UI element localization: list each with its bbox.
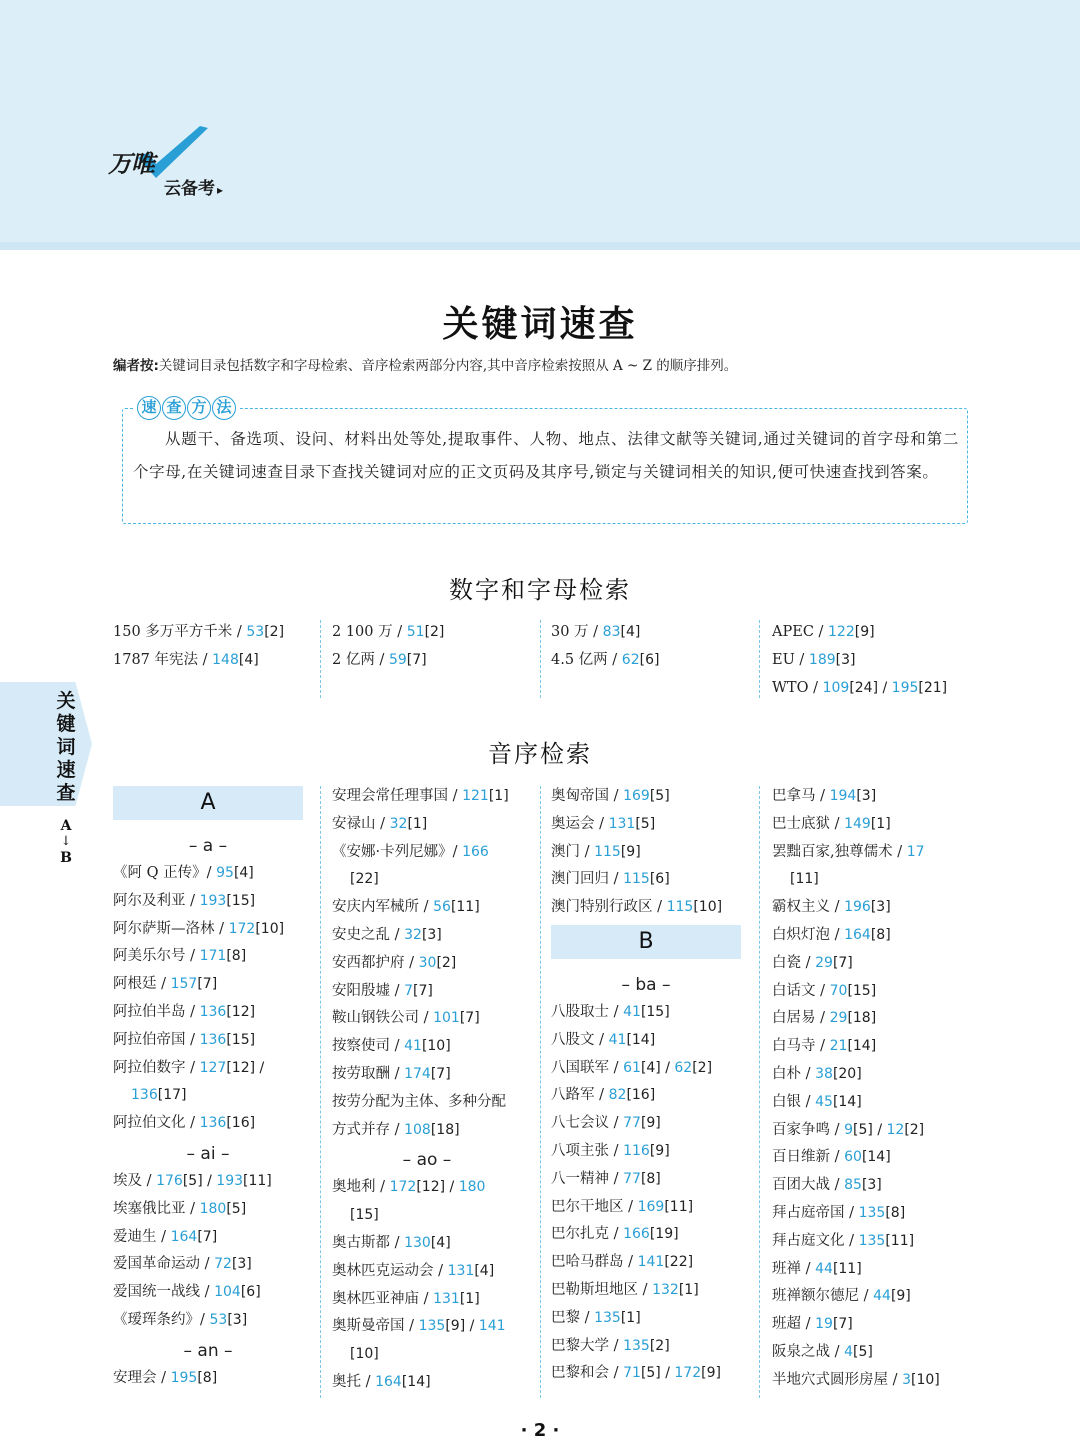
index-entry: 安庆内军械所 / 56[11]: [332, 899, 480, 916]
index-entry: 白话文 / 70[15]: [772, 982, 877, 999]
index-entry: 按劳分配为主体、多种分配: [332, 1093, 506, 1110]
index-entry: 按察使司 / 41[10]: [332, 1038, 451, 1055]
index-entry: 2 100 万 / 51[2]: [332, 624, 445, 640]
index-entry: 方式并存 / 108[18]: [332, 1121, 460, 1138]
index-entry: 奥地利 / 172[12] / 180: [332, 1179, 486, 1196]
index-entry: 班超 / 19[7]: [772, 1316, 853, 1333]
column-divider: [540, 620, 541, 698]
index-entry: 巴尔干地区 / 169[11]: [551, 1198, 694, 1215]
index-entry: 拜占庭帝国 / 135[8]: [772, 1205, 906, 1221]
index-entry: 鞍山钢铁公司 / 101[7]: [332, 1010, 480, 1027]
letter-heading: A: [113, 786, 303, 820]
index-entry: 白居易 / 29[18]: [772, 1010, 877, 1027]
index-entry: 埃及 / 176[5] / 193[11]: [113, 1173, 272, 1189]
index-entry: 阿拉伯帝国 / 136[15]: [113, 1031, 256, 1048]
index-entry: 奥林匹克运动会 / 131[4]: [332, 1262, 495, 1279]
index-entry: 罢黜百家,独尊儒术 / 17: [772, 843, 925, 860]
index-entry: 百家争鸣 / 9[5] / 12[2]: [772, 1121, 925, 1138]
index-entry: 巴士底狱 / 149[1]: [772, 815, 891, 832]
index-entry: 澳门特别行政区 / 115[10]: [551, 899, 723, 916]
index-entry: 安禄山 / 32[1]: [332, 815, 428, 832]
syllable-heading: – ai –: [186, 1144, 230, 1164]
index-entry: 澳门回归 / 115[6]: [551, 871, 670, 888]
index-entry: 八国联军 / 61[4] / 62[2]: [551, 1059, 713, 1076]
index-entry: 八股文 / 41[14]: [551, 1031, 656, 1048]
section-title-phonetic: 音序检索: [488, 740, 592, 768]
index-entry: 奥匈帝国 / 169[5]: [551, 788, 670, 804]
logo-sub-text: 云备考 ▸: [164, 179, 224, 199]
index-entry: 埃塞俄比亚 / 180[5]: [113, 1200, 247, 1217]
index-entry: 安理会 / 195[8]: [113, 1369, 218, 1386]
index-entry: 百日维新 / 60[14]: [772, 1149, 891, 1166]
letter-heading: B: [551, 925, 741, 959]
index-entry: 1787 年宪法 / 148[4]: [113, 652, 259, 668]
index-entry: 奥林匹亚神庙 / 131[1]: [332, 1290, 480, 1307]
index-entry: 白炽灯泡 / 164[8]: [772, 927, 891, 943]
side-tab-char: 速: [56, 759, 76, 781]
index-entry: 白银 / 45[14]: [772, 1093, 862, 1110]
editor-note-text: 关键词目录包括数字和字母检索、音序检索两部分内容,其中音序检索按照从 A ~ Z 的顺序排列。: [158, 358, 738, 374]
index-entry: 2 亿两 / 59[7]: [332, 652, 427, 668]
index-entry: 巴拿马 / 194[3]: [772, 788, 877, 804]
index-entry: 白朴 / 38[20]: [772, 1066, 862, 1082]
index-entry: 阿拉伯半岛 / 136[12]: [113, 1004, 256, 1020]
index-entry: 《瑷珲条约》/ 53[3]: [113, 1312, 248, 1328]
index-entry: 八七会议 / 77[9]: [551, 1115, 661, 1132]
index-entry: 八一精神 / 77[8]: [551, 1170, 661, 1187]
syllable-heading: – a –: [188, 836, 228, 856]
logo-main-text: 万唯: [108, 150, 154, 178]
index-entry: APEC / 122[9]: [772, 624, 875, 640]
editor-note: [113, 354, 737, 374]
index-entry: 150 多万平方千米 / 53[2]: [113, 624, 285, 640]
index-entry: 八项主张 / 116[9]: [551, 1143, 670, 1159]
editor-note-label: 编者按:: [113, 358, 159, 374]
index-entry: 巴黎 / 135[1]: [551, 1309, 641, 1326]
syllable-heading: – ba –: [621, 975, 671, 995]
side-tab-char: 关: [56, 690, 76, 712]
index-entry: 班禅 / 44[11]: [772, 1260, 862, 1277]
index-entry: 阿美乐尔号 / 171[8]: [113, 948, 247, 965]
index-entry: [22]: [350, 871, 379, 888]
page-number: · 2 ·: [520, 1420, 560, 1441]
index-entry: 爱国统一战线 / 104[6]: [113, 1284, 261, 1301]
column-divider: [320, 620, 321, 698]
quick-method-text: 从题干、备选项、设问、材料出处等处,提取事件、人物、地点、法律文献等关键词,通过关键词的首字母和第二个字母,在关键词速查目录下查找关键词对应的正文页码及其序号,锁定与关键词相关的知识,便可快速查找到答案。: [133, 430, 959, 481]
index-entry: 爱迪生 / 164[7]: [113, 1228, 218, 1245]
index-entry: 巴黎和会 / 71[5] / 172[9]: [551, 1365, 721, 1382]
index-entry: 爱国革命运动 / 72[3]: [113, 1256, 252, 1273]
method-title-char: 速: [137, 396, 161, 420]
index-entry: 30 万 / 83[4]: [551, 624, 641, 640]
down-arrow-icon: ↓: [60, 834, 72, 849]
index-entry: 百团大战 / 85[3]: [772, 1177, 882, 1194]
index-entry: 巴勒斯坦地区 / 132[1]: [551, 1282, 699, 1298]
side-tab-char: 查: [56, 782, 76, 804]
syllable-heading: – an –: [183, 1340, 233, 1361]
index-entry: 霸权主义 / 196[3]: [772, 899, 891, 916]
index-entry: 半地穴式圆形房屋 / 3[10]: [772, 1371, 940, 1388]
index-entry: 奥运会 / 131[5]: [551, 815, 656, 832]
brand-logo: [106, 124, 246, 204]
index-entry: 安理会常任理事国 / 121[1]: [332, 788, 509, 804]
index-entry: 按劳取酬 / 174[7]: [332, 1066, 451, 1082]
index-entry: 4.5 亿两 / 62[6]: [551, 652, 660, 668]
index-entry: 拜占庭文化 / 135[11]: [772, 1232, 915, 1249]
index-entry: 安阳殷墟 / 7[7]: [332, 982, 433, 999]
index-entry: 奥古斯都 / 130[4]: [332, 1235, 451, 1251]
index-entry: 巴哈马群岛 / 141[22]: [551, 1254, 694, 1271]
index-entry: 阿尔及利亚 / 193[15]: [113, 892, 256, 909]
index-entry: 奥托 / 164[14]: [332, 1374, 431, 1390]
index-entry: 《安娜·卡列尼娜》/ 166: [332, 843, 489, 860]
index-entry: [11]: [790, 871, 819, 888]
index-entry: 阿根廷 / 157[7]: [113, 976, 218, 993]
index-entry: 阿拉伯文化 / 136[16]: [113, 1115, 256, 1132]
index-entry: 阿拉伯数字 / 127[12] /: [113, 1059, 265, 1076]
index-entry: 八股取士 / 41[15]: [551, 1004, 670, 1020]
index-entry: 巴黎大学 / 135[2]: [551, 1337, 670, 1354]
index-entry: [15]: [350, 1207, 379, 1224]
index-entry: 澳门 / 115[9]: [551, 843, 641, 860]
page-title: 关键词速查: [442, 304, 638, 345]
index-entry: 阿尔萨斯—洛林 / 172[10]: [113, 920, 285, 937]
index-entry: 《阿 Q 正传》/ 95[4]: [113, 865, 254, 881]
header-band: [0, 0, 1080, 242]
index-entry: 八路军 / 82[16]: [551, 1087, 656, 1104]
quick-method-box: [122, 398, 968, 524]
play-arrow-icon: ▸: [217, 183, 224, 197]
method-title-char: 法: [212, 396, 236, 420]
index-entry: 阪泉之战 / 4[5]: [772, 1344, 873, 1360]
index-entry: [10]: [350, 1346, 379, 1363]
side-tab-char: 键: [56, 713, 76, 735]
column-divider: [759, 620, 760, 698]
index-entry: EU / 189[3]: [772, 652, 856, 668]
index-entry: 安西都护府 / 30[2]: [332, 954, 457, 971]
index-entry: 白马寺 / 21[14]: [772, 1038, 877, 1055]
column-divider: [759, 786, 760, 1398]
index-entry: 136[17]: [131, 1087, 187, 1104]
column-divider: [540, 786, 541, 1398]
method-title-char: 查: [162, 396, 186, 420]
side-tab-char: 词: [56, 736, 76, 758]
header-rule: [0, 242, 1080, 250]
index-entry: 白瓷 / 29[7]: [772, 954, 853, 971]
syllable-heading: – ao –: [402, 1150, 452, 1171]
side-tab-range: A ↓ B: [54, 818, 78, 866]
index-entry: 奥斯曼帝国 / 135[9] / 141: [332, 1318, 506, 1335]
method-title-char: 方: [187, 396, 211, 420]
index-entry: WTO / 109[24] / 195[21]: [772, 680, 948, 696]
index-entry: 安史之乱 / 32[3]: [332, 927, 442, 943]
index-entry: 巴尔扎克 / 166[19]: [551, 1226, 679, 1243]
column-divider: [320, 786, 321, 1398]
index-entry: 班禅额尔德尼 / 44[9]: [772, 1288, 911, 1305]
quick-method-title: [133, 396, 240, 420]
section-title-digits-letters: 数字和字母检索: [449, 576, 631, 604]
